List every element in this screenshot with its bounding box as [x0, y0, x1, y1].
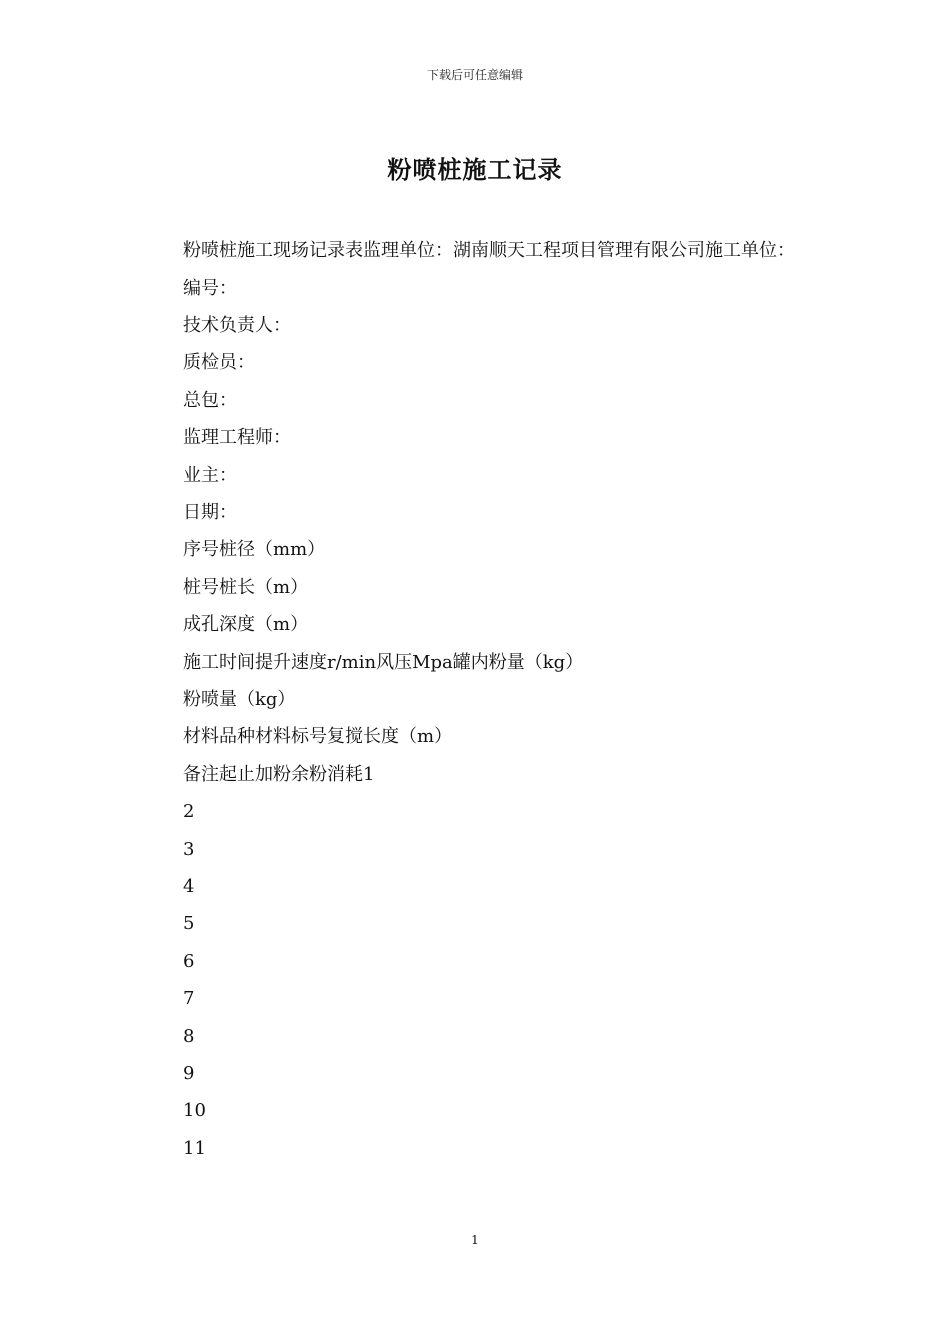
row-number: 6 [183, 950, 195, 972]
page-number: 1 [471, 1233, 479, 1247]
field-owner: 业主： [183, 464, 237, 486]
row-number: 11 [183, 1137, 206, 1159]
document-body [145, 232, 810, 1167]
row-number: 5 [183, 913, 195, 935]
row-number: 7 [183, 988, 195, 1010]
row-number: 9 [183, 1063, 195, 1085]
table-heading-line: 桩号桩长（m） [183, 576, 309, 598]
table-heading-line: 成孔深度（m） [183, 614, 309, 636]
field-technical-lead: 技术负责人： [183, 314, 291, 336]
row-number: 3 [183, 838, 195, 860]
field-quality-inspector: 质检员： [183, 352, 255, 374]
field-supervising-engineer: 监理工程师： [183, 427, 291, 449]
table-heading-line: 施工时间提升速度r/min风压Mpa罐内粉量（kg） [183, 651, 584, 673]
row-number: 10 [183, 1100, 206, 1122]
row-number: 4 [183, 876, 195, 897]
field-date: 日期： [183, 501, 237, 523]
row-number: 8 [183, 1025, 195, 1047]
page-footer [0, 1231, 950, 1249]
table-heading-line: 序号桩径（mm） [183, 539, 326, 561]
table-heading-line: 备注起止加粉余粉消耗1 [183, 763, 375, 785]
page-header [0, 66, 950, 84]
document-title: 粉喷桩施工记录 [387, 155, 563, 184]
table-heading-line: 材料品种材料标号复搅长度（m） [183, 726, 453, 748]
row-number: 2 [183, 801, 195, 823]
field-general-contractor: 总包： [183, 389, 237, 411]
table-heading-line: 粉喷量（kg） [183, 688, 296, 710]
header-text: 下载后可任意编辑 [426, 68, 523, 82]
field-serial-number: 编号： [183, 277, 237, 299]
intro-paragraph: 粉喷桩施工现场记录表监理单位：湖南顺天工程项目管理有限公司施工单位： [183, 240, 795, 261]
